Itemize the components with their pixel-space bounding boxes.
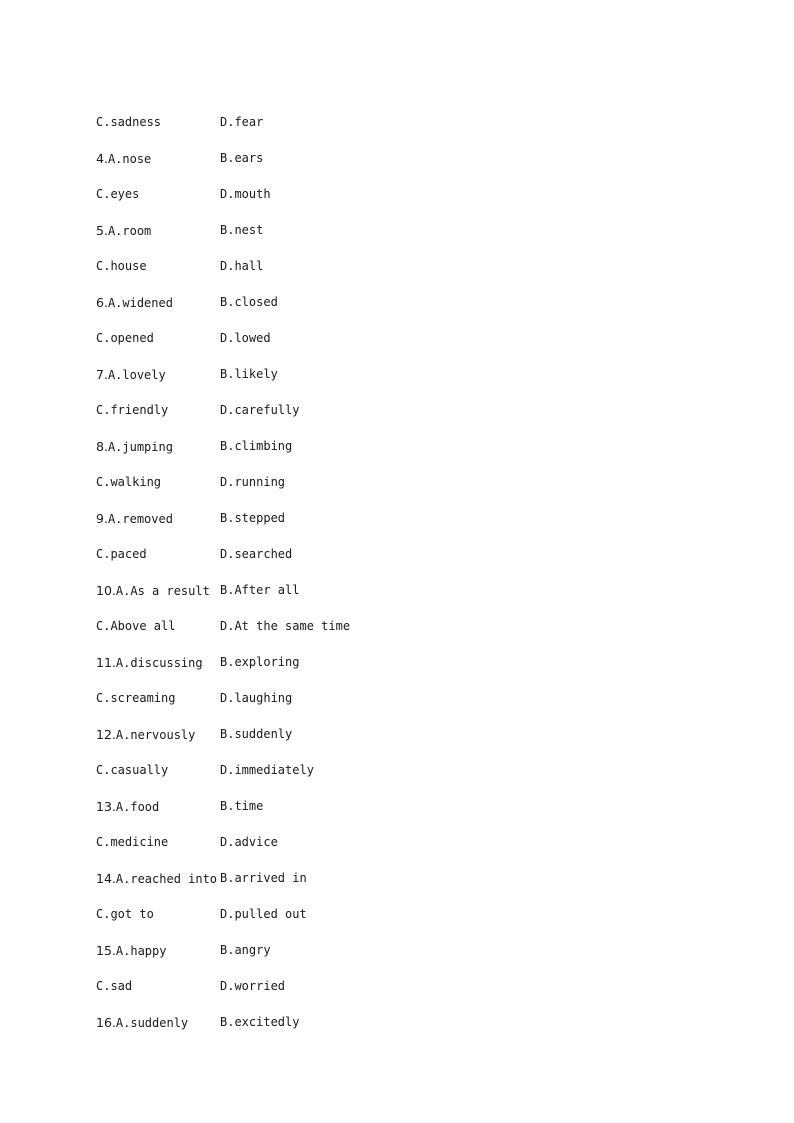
- option-right-text: D.worried: [220, 979, 286, 993]
- option-left-text: C.got to: [96, 907, 154, 921]
- option-right-text: D.advice: [220, 835, 278, 849]
- option-right-text: B.likely: [220, 367, 278, 381]
- option-left-text: C.sad: [96, 979, 133, 993]
- question-number: 10.: [96, 582, 116, 598]
- option-left-text: A.nervously: [115, 727, 196, 742]
- option-left-text: C.casually: [96, 763, 169, 777]
- option-left: [96, 403, 220, 417]
- option-right-text: D.lowed: [220, 331, 271, 345]
- option-left: [96, 835, 220, 849]
- option-left: [96, 547, 220, 561]
- option-row: [96, 824, 736, 860]
- option-left: [96, 943, 220, 958]
- option-left: [96, 907, 220, 921]
- option-left-text: A.widened: [107, 295, 173, 310]
- option-row: [96, 140, 736, 176]
- option-right-text: B.arrived in: [220, 871, 307, 885]
- option-left-text: A.lovely: [107, 367, 166, 382]
- option-left: [96, 331, 220, 345]
- question-number: 13.: [96, 798, 116, 814]
- option-left: [96, 727, 220, 742]
- option-left-text: C.friendly: [96, 403, 169, 417]
- option-left-text: A.discussing: [115, 655, 203, 670]
- option-right-text: D.fear: [220, 115, 264, 129]
- option-right-text: B.After all: [220, 583, 300, 597]
- option-left: [96, 583, 220, 598]
- question-number: 9.: [96, 510, 108, 526]
- option-row: [96, 608, 736, 644]
- option-row: [96, 536, 736, 572]
- option-row: [96, 320, 736, 356]
- option-left-text: A.removed: [107, 511, 173, 526]
- question-number: 8.: [96, 438, 108, 454]
- option-left: [96, 439, 220, 454]
- option-right-text: D.hall: [220, 259, 264, 273]
- option-row: [96, 716, 736, 752]
- option-left-text: A.food: [115, 799, 160, 814]
- option-left: [96, 475, 220, 489]
- option-left-text: C.sadness: [96, 115, 162, 129]
- option-row: [96, 968, 736, 1004]
- option-left: [96, 187, 220, 201]
- option-right-text: B.exploring: [220, 655, 300, 669]
- option-left: [96, 1015, 220, 1030]
- option-left-text: C.house: [96, 259, 147, 273]
- option-left: [96, 871, 220, 886]
- question-number: 5.: [96, 222, 108, 238]
- option-row: [96, 284, 736, 320]
- option-right-text: B.time: [220, 799, 264, 813]
- option-left: [96, 763, 220, 777]
- option-right-text: D.running: [220, 475, 286, 489]
- option-left: [96, 979, 220, 993]
- option-row: [96, 248, 736, 284]
- option-left-text: A.jumping: [107, 439, 173, 454]
- option-right-text: B.angry: [220, 943, 271, 957]
- option-left: [96, 115, 220, 129]
- option-row: [96, 572, 736, 608]
- option-left-text: C.paced: [96, 547, 147, 561]
- option-left-text: C.walking: [96, 475, 162, 489]
- option-row: [96, 932, 736, 968]
- option-left: [96, 295, 220, 310]
- option-left-text: A.As a result: [115, 583, 210, 598]
- question-number: 12.: [96, 726, 116, 742]
- option-left: [96, 619, 220, 633]
- option-left: [96, 151, 220, 166]
- option-left-text: A.nose: [107, 151, 152, 166]
- question-number: 6.: [96, 294, 108, 310]
- option-row: [96, 428, 736, 464]
- option-right-text: B.nest: [220, 223, 264, 237]
- option-left: [96, 259, 220, 273]
- option-right-text: B.climbing: [220, 439, 293, 453]
- option-row: [96, 392, 736, 428]
- option-right-text: D.searched: [220, 547, 293, 561]
- option-row: [96, 104, 736, 140]
- option-right-text: D.At the same time: [220, 619, 351, 633]
- option-row: [96, 356, 736, 392]
- option-right-text: D.mouth: [220, 187, 271, 201]
- option-right-text: D.immediately: [220, 763, 314, 777]
- options-list: [96, 104, 736, 1040]
- option-right-text: B.ears: [220, 151, 264, 165]
- option-row: [96, 788, 736, 824]
- option-left-text: A.suddenly: [115, 1015, 189, 1030]
- option-row: [96, 860, 736, 896]
- option-right-text: D.carefully: [220, 403, 300, 417]
- option-row: [96, 464, 736, 500]
- option-left: [96, 367, 220, 382]
- question-number: 11.: [96, 654, 116, 670]
- option-left-text: C.medicine: [96, 835, 169, 849]
- question-number: 16.: [96, 1014, 116, 1030]
- question-number: 14.: [96, 870, 116, 886]
- option-row: [96, 176, 736, 212]
- option-left: [96, 691, 220, 705]
- option-row: [96, 644, 736, 680]
- option-left-text: A.reached into: [115, 871, 218, 886]
- option-left-text: C.eyes: [96, 187, 140, 201]
- option-left: [96, 655, 220, 670]
- option-left-text: A.room: [107, 223, 152, 238]
- option-right-text: D.pulled out: [220, 907, 307, 921]
- option-row: [96, 752, 736, 788]
- option-row: [96, 1004, 736, 1040]
- question-number: 4.: [96, 150, 108, 166]
- option-right-text: D.laughing: [220, 691, 293, 705]
- option-left-text: C.screaming: [96, 691, 176, 705]
- option-left: [96, 799, 220, 814]
- option-right-text: B.suddenly: [220, 727, 293, 741]
- question-number: 15.: [96, 942, 116, 958]
- option-right-text: B.closed: [220, 295, 278, 309]
- option-left-text: A.happy: [115, 943, 167, 958]
- option-row: [96, 212, 736, 248]
- option-right-text: B.stepped: [220, 511, 286, 525]
- option-left-text: C.opened: [96, 331, 154, 345]
- option-row: [96, 680, 736, 716]
- option-left: [96, 511, 220, 526]
- option-row: [96, 896, 736, 932]
- option-left: [96, 223, 220, 238]
- option-left-text: C.Above all: [96, 619, 176, 633]
- question-number: 7.: [96, 366, 108, 382]
- option-right-text: B.excitedly: [220, 1015, 300, 1029]
- option-row: [96, 500, 736, 536]
